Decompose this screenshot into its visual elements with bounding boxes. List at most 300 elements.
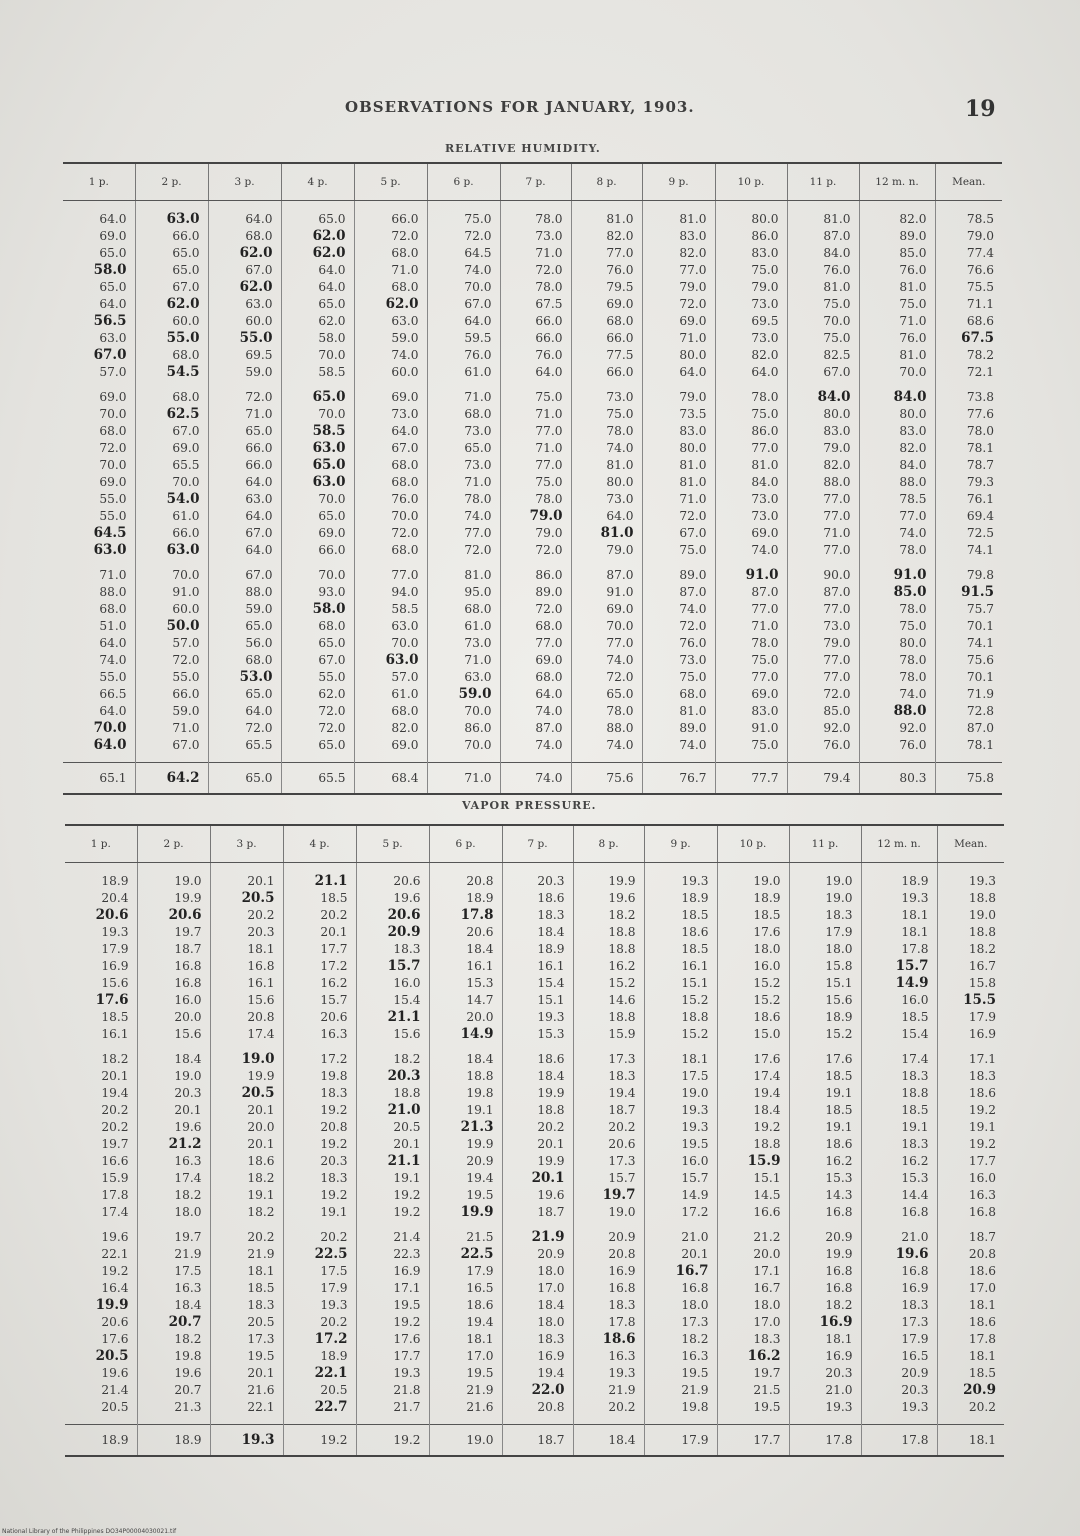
table-cell: 18.3 (573, 1068, 644, 1085)
table-cell: 88.0 (63, 584, 135, 601)
table-cell: 19.4 (573, 1085, 644, 1102)
table-cell: 72.8 (966, 704, 994, 718)
table-cell: 15.2 (573, 975, 644, 992)
table-cell: 84.0 (715, 474, 787, 491)
table-cell: 19.5 (429, 1187, 502, 1204)
table-cell: 15.9 (65, 1170, 137, 1187)
table-cell: 60.0 (135, 601, 208, 618)
column-header: 7 p. (500, 163, 571, 201)
table-cell: 18.5 (210, 1280, 283, 1297)
table-cell: 21.0 (644, 1229, 717, 1246)
mean-row (65, 1425, 1004, 1457)
table-cell: 71.0 (63, 567, 135, 584)
table-cell: 63.0 (208, 296, 281, 313)
table-cell: 78.1 (966, 441, 994, 455)
table-row (65, 941, 1004, 958)
table-cell: 15.1 (502, 992, 573, 1009)
table-cell: 67.0 (427, 296, 500, 313)
table-cell: 18.5 (789, 1102, 861, 1119)
table-cell: 60.0 (354, 364, 427, 381)
table-cell: 55.0 (63, 491, 135, 508)
table-cell: 84.0 (787, 245, 859, 262)
table-cell: 78.0 (966, 424, 994, 438)
table-cell: 65.0 (135, 262, 208, 279)
table-cell: 20.6 (65, 1314, 137, 1331)
table-cell: 21.9 (210, 1246, 283, 1263)
table-cell: 75.0 (787, 296, 859, 313)
table-cell: 88.0 (208, 584, 281, 601)
table-cell: 19.8 (137, 1348, 210, 1365)
table-cell: 83.0 (715, 703, 787, 720)
column-header: 9 p. (642, 163, 715, 201)
table-row (63, 296, 1002, 313)
table-cell: 19.1 (968, 1120, 996, 1134)
table-cell: 55.0 (281, 669, 354, 686)
table-row (65, 890, 1004, 907)
table-row (65, 1119, 1004, 1136)
table-cell: 68.0 (354, 703, 427, 720)
table-cell: 64.0 (642, 364, 715, 381)
table-cell: 20.1 (644, 1246, 717, 1263)
table-cell: 21.1 (356, 1009, 429, 1026)
table-cell: 65.0 (281, 457, 354, 474)
table-cell: 67.5 (500, 296, 571, 313)
table-cell: 72.0 (571, 669, 642, 686)
table-cell: 87.0 (715, 584, 787, 601)
table-cell: 82.0 (859, 440, 935, 457)
table-cell: 68.0 (63, 601, 135, 618)
table-cell: 72.0 (208, 720, 281, 737)
table-cell: 16.0 (968, 1171, 996, 1185)
table-row (63, 474, 1002, 491)
table-cell: 62.0 (354, 296, 427, 313)
table-cell: 14.3 (789, 1187, 861, 1204)
table-cell: 18.8 (573, 1009, 644, 1026)
table-cell: 20.4 (65, 890, 137, 907)
table-cell: 66.0 (354, 211, 427, 228)
table-cell: 62.0 (281, 686, 354, 703)
table-cell: 69.4 (966, 509, 994, 523)
table-cell: 18.4 (502, 924, 573, 941)
table-cell: 81.0 (571, 211, 642, 228)
column-header: 4 p. (283, 825, 356, 863)
column-header: 1 p. (63, 163, 135, 201)
table-cell: 18.6 (429, 1297, 502, 1314)
table-cell: 20.1 (210, 873, 283, 890)
table-cell: 21.6 (429, 1399, 502, 1416)
column-header: 2 p. (135, 163, 208, 201)
table-cell: 63.0 (354, 652, 427, 669)
table-cell: 76.0 (859, 737, 935, 754)
table-cell: 60.0 (135, 313, 208, 330)
table-cell: 67.0 (208, 567, 281, 584)
table-cell: 15.6 (65, 975, 137, 992)
table-cell: 19.1 (283, 1204, 356, 1221)
table-cell: 64.0 (208, 508, 281, 525)
table-cell: 21.0 (861, 1229, 937, 1246)
table-cell: 81.0 (859, 279, 935, 296)
table-cell: 62.0 (281, 245, 354, 262)
table-cell: 71.0 (427, 652, 500, 669)
table-row (65, 873, 1004, 890)
table-cell: 81.0 (571, 525, 642, 542)
table-cell: 68.0 (281, 618, 354, 635)
table-cell: 18.8 (502, 1102, 573, 1119)
table-cell: 68.0 (571, 313, 642, 330)
table-cell: 19.0 (573, 1204, 644, 1221)
table-cell: 64.0 (208, 474, 281, 491)
table-cell: 17.5 (137, 1263, 210, 1280)
table-cell: 18.3 (861, 1136, 937, 1153)
table-cell: 18.2 (137, 1331, 210, 1348)
table-cell: 66.0 (208, 440, 281, 457)
table-cell: 15.6 (789, 992, 861, 1009)
table-cell: 14.6 (573, 992, 644, 1009)
table-cell: 85.0 (859, 245, 935, 262)
table-cell: 73.0 (787, 618, 859, 635)
table-cell: 68.0 (208, 228, 281, 245)
table-cell: 66.0 (571, 364, 642, 381)
table-cell: 84.0 (859, 457, 935, 474)
table-cell: 65.0 (427, 440, 500, 457)
table-row (63, 347, 1002, 364)
table-cell: 18.8 (356, 1085, 429, 1102)
table-cell: 14.4 (861, 1187, 937, 1204)
table-cell: 17.2 (644, 1204, 717, 1221)
table-cell: 67.0 (354, 440, 427, 457)
table-cell: 79.0 (571, 542, 642, 559)
table-cell: 59.0 (427, 686, 500, 703)
table-cell: 20.2 (573, 1119, 644, 1136)
table-cell: 70.0 (427, 703, 500, 720)
table-cell: 17.6 (356, 1331, 429, 1348)
table-cell: 66.0 (281, 542, 354, 559)
column-header: 2 p. (137, 825, 210, 863)
mean-cell: 80.3 (859, 763, 935, 795)
table-cell: 82.0 (787, 457, 859, 474)
table-cell: 80.0 (787, 406, 859, 423)
table-cell: 78.0 (859, 652, 935, 669)
table-cell: 69.0 (63, 228, 135, 245)
table-cell: 81.0 (642, 474, 715, 491)
table-cell: 91.0 (571, 584, 642, 601)
relative-humidity-title: RELATIVE HUMIDITY. (445, 142, 601, 155)
table-cell: 16.9 (573, 1263, 644, 1280)
row-spacer (65, 1416, 1004, 1425)
table-cell: 16.9 (789, 1348, 861, 1365)
table-cell: 84.0 (787, 389, 859, 406)
table-cell: 68.0 (354, 457, 427, 474)
table-cell: 21.6 (210, 1382, 283, 1399)
table-cell: 21.4 (65, 1382, 137, 1399)
table-cell: 18.4 (137, 1297, 210, 1314)
table-cell: 16.8 (644, 1280, 717, 1297)
table-cell: 72.0 (354, 228, 427, 245)
table-cell: 64.0 (427, 313, 500, 330)
table-cell: 66.0 (135, 525, 208, 542)
table-cell: 16.3 (644, 1348, 717, 1365)
table-row (65, 1187, 1004, 1204)
table-row (65, 1297, 1004, 1314)
table-cell: 77.5 (571, 347, 642, 364)
table-cell: 18.3 (968, 1069, 996, 1083)
table-cell: 18.1 (210, 1263, 283, 1280)
table-cell: 19.6 (65, 1365, 137, 1382)
table-cell: 17.9 (789, 924, 861, 941)
table-cell: 68.0 (135, 389, 208, 406)
table-cell: 19.5 (356, 1297, 429, 1314)
table-cell: 16.2 (717, 1348, 789, 1365)
table-cell: 85.0 (859, 584, 935, 601)
table-cell: 71.0 (427, 474, 500, 491)
table-cell: 70.0 (427, 737, 500, 754)
table-cell: 21.1 (283, 873, 356, 890)
table-cell: 71.0 (500, 440, 571, 457)
table-cell: 17.8 (861, 941, 937, 958)
table-cell: 64.0 (208, 211, 281, 228)
table-cell: 76.0 (500, 347, 571, 364)
row-spacer (63, 754, 1002, 763)
table-row (63, 584, 1002, 601)
row-spacer (63, 381, 1002, 389)
table-cell: 55.0 (135, 669, 208, 686)
table-cell: 19.9 (65, 1297, 137, 1314)
table-cell: 78.0 (427, 491, 500, 508)
page-number: 19 (965, 96, 996, 122)
table-cell: 74.0 (571, 440, 642, 457)
table-cell: 81.0 (642, 457, 715, 474)
table-cell: 16.2 (573, 958, 644, 975)
table-cell: 16.3 (137, 1153, 210, 1170)
row-spacer (65, 1221, 1004, 1229)
mean-cell: 79.4 (787, 763, 859, 795)
table-cell: 79.0 (642, 279, 715, 296)
table-cell: 71.1 (966, 297, 994, 311)
table-cell: 20.2 (573, 1399, 644, 1416)
table-cell: 75.0 (571, 406, 642, 423)
table-cell: 20.1 (210, 1102, 283, 1119)
table-cell: 76.1 (966, 492, 994, 506)
table-cell: 19.9 (573, 873, 644, 890)
table-cell: 53.0 (208, 669, 281, 686)
table-row (63, 703, 1002, 720)
table-cell: 16.8 (137, 958, 210, 975)
table-cell: 19.3 (502, 1009, 573, 1026)
table-cell: 72.0 (642, 618, 715, 635)
table-row (63, 211, 1002, 228)
table-row (65, 1085, 1004, 1102)
table-cell: 64.0 (281, 279, 354, 296)
table-cell: 66.0 (571, 330, 642, 347)
table-cell: 20.5 (65, 1348, 137, 1365)
table-cell: 77.0 (642, 262, 715, 279)
vapor-pressure-table (65, 824, 1004, 1457)
table-cell: 82.0 (642, 245, 715, 262)
table-cell: 22.1 (65, 1246, 137, 1263)
table-cell: 16.3 (137, 1280, 210, 1297)
table-cell: 69.0 (715, 686, 787, 703)
mean-row (63, 763, 1002, 795)
table-cell: 79.0 (966, 229, 994, 243)
table-cell: 18.5 (283, 890, 356, 907)
table-cell: 16.7 (968, 959, 996, 973)
table-cell: 16.9 (356, 1263, 429, 1280)
table-cell: 20.8 (573, 1246, 644, 1263)
table-cell: 20.0 (137, 1009, 210, 1026)
table-cell: 83.0 (859, 423, 935, 440)
table-row (65, 1136, 1004, 1153)
table-cell: 73.0 (715, 508, 787, 525)
table-cell: 18.7 (968, 1230, 996, 1244)
table-cell: 61.0 (427, 364, 500, 381)
table-cell: 86.0 (715, 228, 787, 245)
table-cell: 18.3 (502, 1331, 573, 1348)
table-cell: 72.0 (500, 542, 571, 559)
table-cell: 15.1 (789, 975, 861, 992)
table-cell: 22.5 (283, 1246, 356, 1263)
table-cell: 57.0 (135, 635, 208, 652)
table-cell: 73.0 (427, 457, 500, 474)
table-cell: 18.6 (968, 1315, 996, 1329)
mean-cell: 18.7 (502, 1425, 573, 1457)
table-cell: 17.8 (429, 907, 502, 924)
table-cell: 74.0 (715, 542, 787, 559)
table-cell: 15.2 (644, 1026, 717, 1043)
table-cell: 70.1 (966, 670, 994, 684)
table-row (65, 1246, 1004, 1263)
table-cell: 71.0 (787, 525, 859, 542)
table-cell: 20.6 (356, 907, 429, 924)
table-cell: 68.0 (354, 474, 427, 491)
table-cell: 70.0 (281, 347, 354, 364)
table-cell: 78.0 (500, 491, 571, 508)
table-cell: 18.2 (65, 1051, 137, 1068)
table-cell: 19.2 (356, 1187, 429, 1204)
table-cell: 20.1 (356, 1136, 429, 1153)
table-cell: 63.0 (63, 330, 135, 347)
table-cell: 20.9 (861, 1365, 937, 1382)
table-cell: 64.0 (208, 542, 281, 559)
table-cell: 82.0 (571, 228, 642, 245)
table-cell: 77.0 (787, 669, 859, 686)
table-cell: 59.0 (354, 330, 427, 347)
table-cell: 18.0 (502, 1314, 573, 1331)
column-header: Mean. (935, 163, 1002, 201)
table-cell: 70.0 (354, 508, 427, 525)
table-cell: 74.0 (859, 525, 935, 542)
table-cell: 18.9 (861, 873, 937, 890)
table-cell: 82.0 (354, 720, 427, 737)
table-cell: 19.0 (789, 890, 861, 907)
table-cell: 59.0 (135, 703, 208, 720)
table-cell: 17.7 (356, 1348, 429, 1365)
table-cell: 18.1 (861, 924, 937, 941)
table-cell: 19.5 (644, 1136, 717, 1153)
table-cell: 88.0 (859, 474, 935, 491)
table-cell: 19.3 (861, 1399, 937, 1416)
table-cell: 20.1 (502, 1170, 573, 1187)
mean-cell: 77.7 (715, 763, 787, 795)
table-cell: 19.3 (644, 1102, 717, 1119)
table-cell: 22.3 (356, 1246, 429, 1263)
table-cell: 16.9 (502, 1348, 573, 1365)
table-cell: 16.8 (861, 1204, 937, 1221)
table-cell: 74.0 (427, 508, 500, 525)
table-cell: 20.6 (429, 924, 502, 941)
table-cell: 77.6 (966, 407, 994, 421)
table-cell: 17.9 (429, 1263, 502, 1280)
table-cell: 19.7 (717, 1365, 789, 1382)
table-cell: 18.1 (644, 1051, 717, 1068)
table-cell: 64.0 (63, 703, 135, 720)
table-cell: 18.3 (861, 1068, 937, 1085)
table-cell: 84.0 (859, 389, 935, 406)
table-cell: 16.8 (789, 1204, 861, 1221)
table-cell: 16.8 (968, 1205, 996, 1219)
table-cell: 19.2 (968, 1137, 996, 1151)
table-cell: 55.0 (63, 508, 135, 525)
table-cell: 16.0 (861, 992, 937, 1009)
table-cell: 18.7 (502, 1204, 573, 1221)
table-cell: 78.0 (500, 211, 571, 228)
table-cell: 21.5 (429, 1229, 502, 1246)
table-cell: 15.2 (789, 1026, 861, 1043)
table-cell: 77.0 (715, 601, 787, 618)
table-cell: 18.5 (65, 1009, 137, 1026)
table-cell: 19.3 (861, 890, 937, 907)
table-cell: 57.0 (63, 364, 135, 381)
table-cell: 70.0 (354, 635, 427, 652)
table-cell: 65.0 (63, 279, 135, 296)
table-cell: 19.9 (210, 1068, 283, 1085)
table-cell: 18.2 (356, 1051, 429, 1068)
table-cell: 73.5 (642, 406, 715, 423)
table-row (65, 1170, 1004, 1187)
table-row (65, 958, 1004, 975)
table-cell: 17.3 (573, 1051, 644, 1068)
table-cell: 20.5 (210, 1314, 283, 1331)
table-cell: 20.3 (283, 1153, 356, 1170)
table-cell: 68.0 (208, 652, 281, 669)
table-cell: 76.0 (642, 635, 715, 652)
table-cell: 15.9 (573, 1026, 644, 1043)
table-cell: 18.2 (968, 942, 996, 956)
table-cell: 18.5 (861, 1009, 937, 1026)
table-cell: 19.2 (65, 1263, 137, 1280)
table-cell: 17.7 (283, 941, 356, 958)
table-cell: 86.0 (427, 720, 500, 737)
table-cell: 20.2 (65, 1102, 137, 1119)
table-cell: 87.0 (571, 567, 642, 584)
column-header: 11 p. (789, 825, 861, 863)
running-title: OBSERVATIONS FOR JANUARY, 1903. (345, 98, 695, 116)
table-cell: 19.7 (65, 1136, 137, 1153)
table-row (65, 1365, 1004, 1382)
table-cell: 88.0 (859, 703, 935, 720)
table-cell: 20.7 (137, 1314, 210, 1331)
table-cell: 16.0 (356, 975, 429, 992)
table-cell: 18.4 (502, 1068, 573, 1085)
table-cell: 74.0 (63, 652, 135, 669)
table-cell: 16.1 (429, 958, 502, 975)
table-row (65, 1009, 1004, 1026)
table-cell: 16.3 (968, 1188, 996, 1202)
table-row (65, 1399, 1004, 1416)
table-cell: 16.7 (717, 1280, 789, 1297)
table-cell: 18.7 (573, 1102, 644, 1119)
table-cell: 74.0 (500, 703, 571, 720)
table-cell: 19.6 (573, 890, 644, 907)
